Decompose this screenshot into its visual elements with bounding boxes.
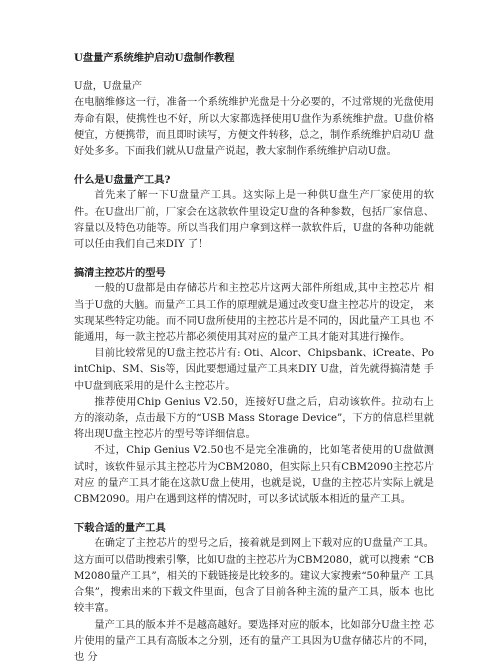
document-body — [74, 50, 434, 666]
section-paragraph: 推荐使用Chip Genius V2.50，连接好U盘之后，启动该软件。拉动右上 方的滚动条，点击最下方的“USB Mass Storage Device”，下方的信息栏里就 将出现U盘主控芯片的型号等详细信息。 — [74, 395, 434, 444]
section-heading: 什么是U盘量产工具? — [74, 172, 434, 188]
section-paragraph: 目前比较常见的U盘主控芯片有: Oti、Alcor、Chipsbank、iCreate、PointChip、SM、Sis等，因此要想通过量产工具来DIY U盘，首先就得搞清楚 手中U盘到底采用的是什么主控芯片。 — [74, 346, 434, 395]
document-title: U盘量产系统维护启动U盘制作教程 — [74, 50, 434, 66]
section-spacer — [74, 253, 434, 265]
section-heading: 下载合适的量产工具 — [74, 520, 434, 536]
section-paragraph: 量产工具的版本并不是越高越好。要选择对应的版本，比如部分U盘主控 芯片使用的量产工具有高版本之分别，还有的量产工具因为U盘存储芯片的不同，也 分 — [74, 618, 434, 666]
section-paragraph: 不过，Chip Genius V2.50也不是完全准确的，比如笔者使用的U盘做测 试时，该软件显示其主控芯片为CBM2080，但实际上只有CBM2090主控芯片对应 的量产工具才能在这款U盘上使用，也就是说，U盘的主控芯片实际上就是 CBM2090。用户在遇到这样的情况时，可以多试试版本相近的量产工具。 — [74, 443, 434, 508]
section-spacer — [74, 160, 434, 172]
keywords-line: U盘，U盘量产 — [74, 79, 434, 95]
section-paragraph: 首先来了解一下U盘量产工具。这实际上是一种供U盘生产厂家使用的软 件。在U盘出厂前，厂家会在这款软件里设定U盘的各种参数，包括厂家信息、 容量以及特色功能等。所以当我们用户拿到这样一款软件后，U盘的各种功能就 可以任由我们自己来DIY 了！ — [74, 188, 434, 253]
section-paragraph: 一般的U盘都是由存储芯片和主控芯片这两大部件所组成,其中主控芯片 相当于U盘的大脑。而量产工具工作的原理就是通过改变U盘主控芯片的设定， 来实现某些特定功能。而不同U盘所使用的主控芯片是不同的，因此量产工具也 不能通用，每一款主控芯片都必须使用其对应的量产工具才能对其进行操作。 — [74, 281, 434, 346]
section-paragraph: 在确定了主控芯片的型号之后，接着就是到网上下载对应的U盘量产工具。 这方面可以借助搜索引擎，比如U盘的主控芯片为CBM2080，就可以搜索 “CBM2080量产工具”，相关的下载链接是比较多的。建议大家搜索“50种量产 工具合集”，搜索出来的下载文件里面，包含了目前各种主流的量产工具，版本 也比较丰富。 — [74, 536, 434, 617]
intro-paragraph: 在电脑维修这一行，准备一个系统维护光盘是十分必要的，不过常规的光盘使用寿命有限，使携性也不好，所以大家都选择使用U盘作为系统维护盘。U盘价格便宜，方便携带，而且即时读写，方便文件转移，总之，制作系统维护启动U 盘好处多多。下面我们就从U盘量产说起，教大家制作系统维护启动U盘。 — [74, 95, 434, 160]
section-heading: 搞清主控芯片的型号 — [74, 265, 434, 281]
section-spacer — [74, 508, 434, 520]
